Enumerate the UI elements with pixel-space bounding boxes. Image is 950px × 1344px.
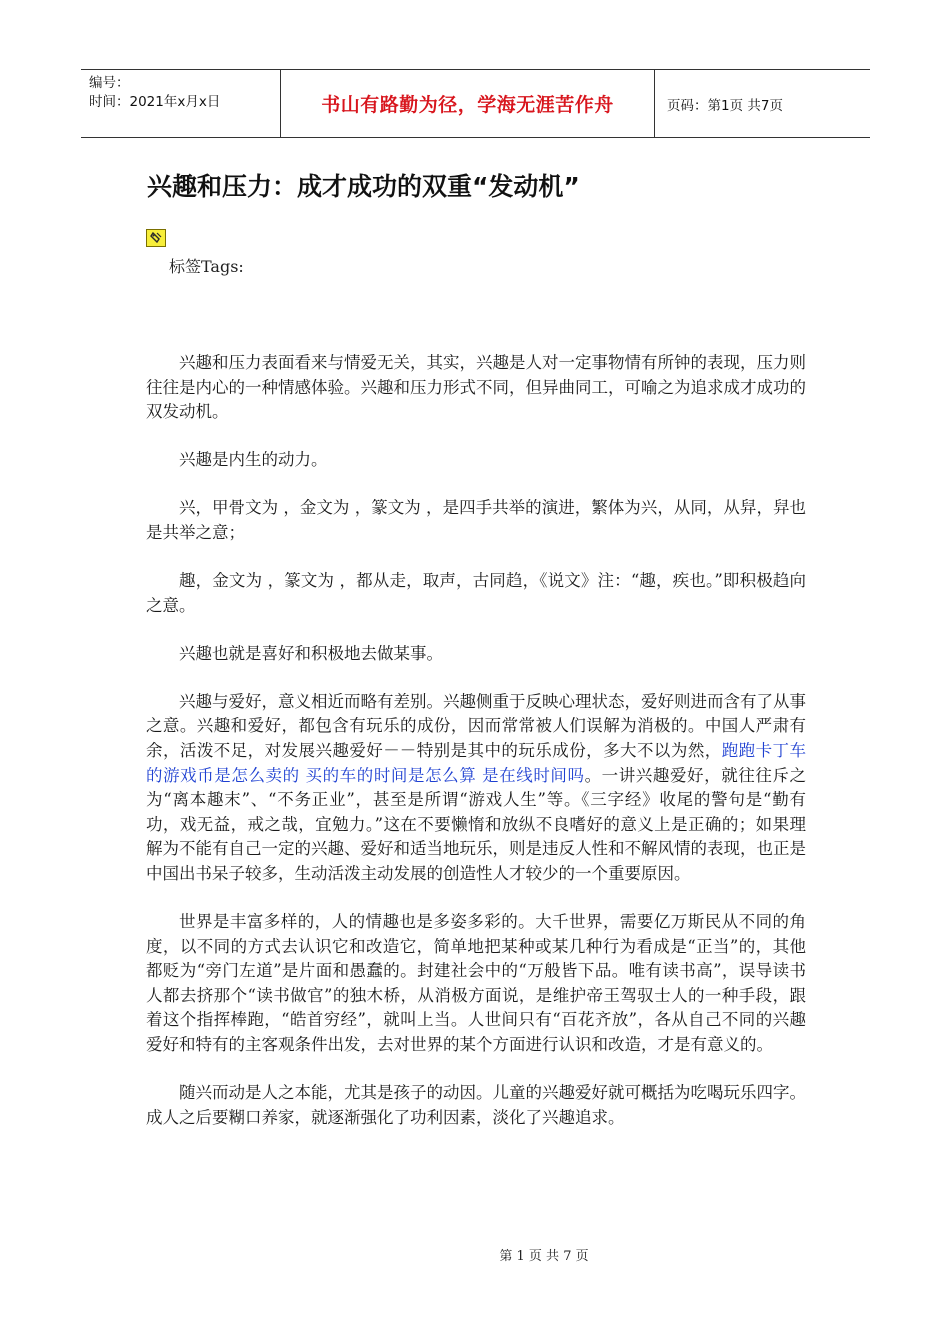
paragraph: 兴趣和压力表面看来与情爱无关，其实，兴趣是人对一定事物情有所钟的表现，压力则往往是内心的一种情感体验。兴趣和压力形式不同，但异曲同工，可喻之为追求成才成功的双发动机。 — [146, 353, 806, 422]
document-header — [81, 69, 870, 138]
paragraph: 世界是丰富多样的，人的情趣也是多姿多彩的。大千世界，需要亿万斯民从不同的角度，以不同的方式去认识它和改造它，简单地把某种或某几种行为看成是“正当”的，其他都贬为“旁门左道”是片面和愚蠢的。封建社会中的“万般皆下品。唯有读书高”，误导读书人都去挤那个“读书做官”的独木桥，从消极方面说，是维护帝王驾驭士人的一种手段，跟着这个指挥棒跑，“皓首穷经”，就叫上当。人世间只有“百花齐放”，各从自己不同的兴趣爱好和特有的主客观条件出发，去对世界的某个方面进行认识和改造，才是有意义的。 — [146, 912, 806, 1055]
paragraph: 趣，金文为 ，篆文为 ，都从走，取声，古同趋，《说文》注：“趣，疾也。”即积极趋向之意。 — [146, 571, 806, 615]
header-motto: 书山有路勤为径，学海无涯苦作舟 — [280, 70, 655, 137]
paragraph: 随兴而动是人之本能，尤其是孩子的动因。儿童的兴趣爱好就可概括为吃喝玩乐四字。成人之后要糊口养家，就逐渐强化了功利因素，淡化了兴趣追求。 — [146, 1083, 806, 1127]
page-footer — [0, 1245, 950, 1264]
footer-suffix: 页 — [575, 1249, 589, 1264]
paragraph-text: 。一讲兴趣爱好，就往往斥之为“离本趣末”、“不务正业”，甚至是所谓“游戏人生”等。《三字经》收尾的警句是“勤有功，戏无益，戒之哉，宜勉力。”这在不要懒惰和放纵不良嗜好的意义上是正确的；如果理解为不能有自己一定的兴趣、爱好和适当地玩乐，则是违反人性和不解风情的表现，也正是中国出书呆子较多，生动活泼主动发展的创造性人才较少的一个重要原因。 — [146, 765, 807, 883]
paragraph: 兴趣是内生的动力。 — [179, 450, 328, 470]
footer-total-pages: 7 — [563, 1249, 572, 1264]
header-page-code: 页码：第1页 共7页 — [667, 97, 783, 114]
tag-icon-glyph — [147, 230, 165, 246]
paragraph-with-link — [146, 690, 806, 887]
time-label: 时间：2021年x月x日 — [89, 94, 221, 110]
footer-prefix: 第 — [499, 1249, 513, 1264]
footer-current-page: 1 — [516, 1249, 525, 1264]
tags-label: 标签Tags: — [169, 257, 244, 276]
number-label: 编号： — [89, 75, 130, 91]
footer-mid: 页 共 — [528, 1249, 560, 1264]
document-title: 兴趣和压力：成才成功的双重“发动机” — [147, 172, 580, 201]
footer-page-number — [499, 1249, 588, 1264]
tag-icon[interactable] — [146, 229, 166, 247]
paragraph: 兴，甲骨文为 ，金文为 ，篆文为 ，是四手共举的演进，繁体为兴，从同，从舁，舁也是共举之意； — [146, 498, 806, 542]
paragraph-text: 兴趣与爱好，意义相近而略有差别。兴趣侧重于反映心理状态，爱好则进而含有了从事之意。兴趣和爱好，都包含有玩乐的成份，因而常常被人们误解为消极的。中国人严肃有余，活泼不足，对发展兴趣爱好－－特别是其中的玩乐成份，多大不以为然， — [146, 691, 806, 761]
inline-link[interactable]: 跑跑卡丁车 的游戏币是怎么卖的 买的车的时间是怎么算 是在线时间吗 — [146, 741, 807, 785]
paragraph: 兴趣也就是喜好和积极地去做某事。 — [179, 643, 443, 663]
article-body — [146, 351, 806, 1154]
header-meta — [81, 70, 280, 137]
